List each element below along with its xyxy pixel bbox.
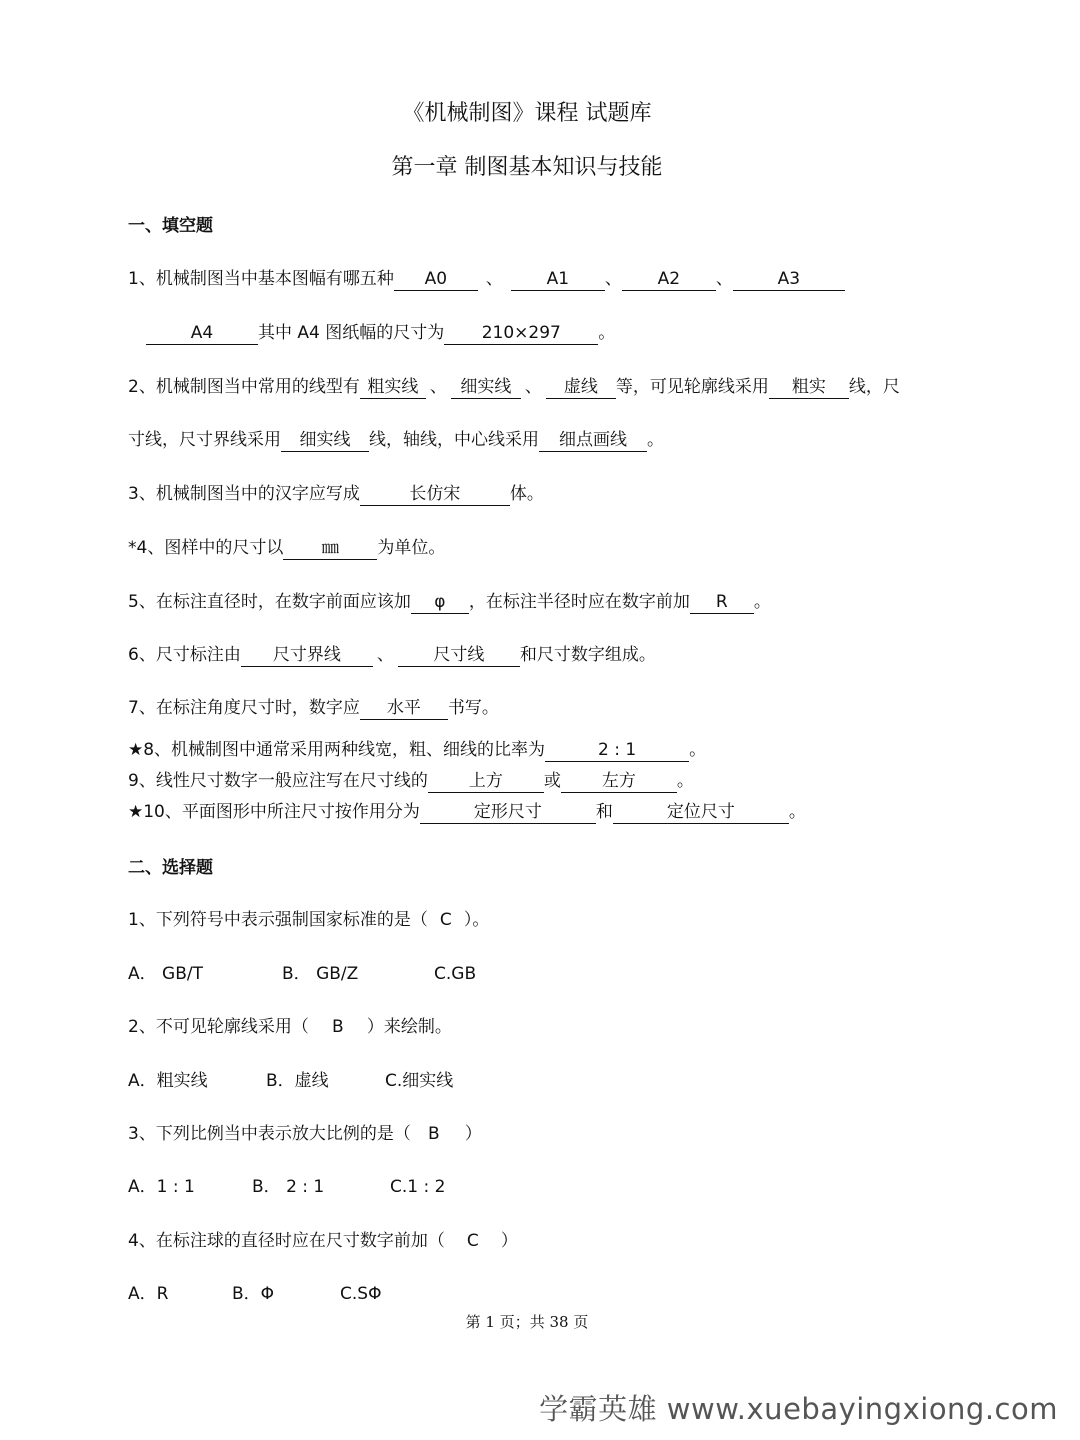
option-c: C.SΦ xyxy=(340,1284,382,1304)
option-b: B． 2 : 1 xyxy=(252,1177,325,1197)
watermark: 学霸英雄 www.xuebayingxiong.com xyxy=(539,1392,1058,1426)
question-text: *4、图样中的尺寸以 xyxy=(128,538,284,558)
answer-blank: 上方 xyxy=(428,770,544,793)
option-c: C.细实线 xyxy=(385,1071,454,1091)
question-text: 7、在标注角度尺寸时，数字应 xyxy=(128,698,360,718)
question-text: 1、下列符号中表示强制国家标准的是（ xyxy=(128,910,428,930)
choice-options-4 xyxy=(128,1279,381,1304)
question-text: 书写。 xyxy=(447,698,499,718)
answer-blank: 粗实线 xyxy=(360,376,426,399)
answer-blank: A0 xyxy=(394,268,478,291)
answer-blank: A2 xyxy=(622,268,716,291)
question-text: 线，尺 xyxy=(848,377,900,397)
question-text: 1、机械制图当中基本图幅有哪五种 xyxy=(128,269,394,289)
answer-blank: 定位尺寸 xyxy=(613,801,789,824)
question-text: 为单位。 xyxy=(377,538,446,558)
answer-blank: 细实线 xyxy=(281,429,369,452)
answer: B xyxy=(331,1017,344,1037)
question-10 xyxy=(128,797,806,824)
question-text: 和尺寸数字组成。 xyxy=(519,645,656,665)
answer: B xyxy=(427,1124,440,1144)
question-2-continued xyxy=(128,425,664,452)
question-text: 其中 A4 图纸幅的尺寸为 xyxy=(258,323,445,343)
choice-options-3 xyxy=(128,1172,445,1197)
answer-blank: 定形尺寸 xyxy=(420,801,596,824)
answer: C xyxy=(439,910,452,930)
question-1 xyxy=(128,264,845,291)
option-b: B．虚线 xyxy=(266,1071,329,1091)
choice-question-3 xyxy=(128,1119,482,1144)
option-a: A．粗实线 xyxy=(128,1071,208,1091)
question-text: ，在标注半径时应在数字前加 xyxy=(468,592,690,612)
question-text: 6、尺寸标注由 xyxy=(128,645,241,665)
section-heading-multiple-choice: 二、选择题 xyxy=(128,858,213,878)
question-8 xyxy=(128,735,706,762)
question-3 xyxy=(128,479,544,506)
question-text: 和 xyxy=(595,802,613,822)
answer-blank: 细点画线 xyxy=(539,429,647,452)
separator: 、 xyxy=(524,377,542,397)
question-text: 5、在标注直径时，在数字前面应该加 xyxy=(128,592,411,612)
answer-blank: A1 xyxy=(511,268,605,291)
question-text: ） xyxy=(464,1124,482,1144)
answer-blank: 210×297 xyxy=(444,322,598,345)
page-footer: 第 1 页；共 38 页 xyxy=(465,1313,589,1331)
separator: 、 xyxy=(429,377,447,397)
answer-blank: ㎜ xyxy=(283,537,377,560)
choice-question-4 xyxy=(128,1226,518,1251)
question-text: 等，可见轮廓线采用 xyxy=(615,377,769,397)
question-text: 。 xyxy=(647,430,664,450)
separator: 、 xyxy=(715,269,733,289)
question-text: 3、机械制图当中的汉字应写成 xyxy=(128,484,360,504)
option-a: A．1 : 1 xyxy=(128,1177,195,1197)
question-text: 2、机械制图当中常用的线型有 xyxy=(128,377,360,397)
document-title: 《机械制图》课程 试题库 xyxy=(402,101,652,126)
option-a: A．R xyxy=(128,1284,169,1304)
answer-blank: 长仿宋 xyxy=(360,483,510,506)
question-text: 4、在标注球的直径时应在尺寸数字前加（ xyxy=(128,1231,445,1251)
question-text: 。 xyxy=(788,802,806,822)
option-a: A． GB/T xyxy=(128,964,203,984)
question-text: 9、线性尺寸数字一般应注写在尺寸线的 xyxy=(128,771,428,791)
question-6 xyxy=(128,640,656,667)
question-text: ） xyxy=(500,1231,518,1251)
question-text: 线，轴线，中心线采用 xyxy=(369,430,539,450)
option-c: C.GB xyxy=(434,964,477,984)
choice-options-1 xyxy=(128,959,476,984)
answer-blank: 虚线 xyxy=(546,376,616,399)
question-text: 。 xyxy=(753,592,771,612)
question-5 xyxy=(128,587,771,614)
question-text: 寸线，尺寸界线采用 xyxy=(128,430,281,450)
question-1-continued xyxy=(146,318,615,345)
question-text: ）来绘制。 xyxy=(366,1017,452,1037)
question-text: 或 xyxy=(543,771,561,791)
question-text: 。 xyxy=(676,771,694,791)
separator: 、 xyxy=(485,269,503,289)
answer-blank: R xyxy=(690,591,754,614)
answer-blank: A4 xyxy=(146,322,258,345)
question-text: 体。 xyxy=(509,484,544,504)
question-text: ）。 xyxy=(463,910,490,930)
answer-blank: 粗实 xyxy=(769,376,849,399)
option-c: C.1 : 2 xyxy=(390,1177,446,1197)
answer-blank: 左方 xyxy=(561,770,677,793)
answer-blank: 水平 xyxy=(360,697,448,720)
question-text: 。 xyxy=(598,323,616,343)
question-2 xyxy=(128,372,900,399)
chapter-title: 第一章 制图基本知识与技能 xyxy=(391,155,663,180)
question-4 xyxy=(128,533,445,560)
question-9 xyxy=(128,766,694,793)
section-heading-fill-blank: 一、填空题 xyxy=(128,216,213,236)
answer-blank: 2 : 1 xyxy=(545,739,689,762)
question-text: 3、下列比例当中表示放大比例的是（ xyxy=(128,1124,411,1144)
question-text: 2、不可见轮廓线采用（ xyxy=(128,1017,309,1037)
answer-blank: 尺寸界线 xyxy=(241,644,373,667)
question-7 xyxy=(128,693,499,720)
option-b: B． GB/Z xyxy=(282,964,359,984)
answer: C xyxy=(466,1231,479,1251)
separator: 、 xyxy=(376,645,394,665)
question-text: ★10、平面图形中所注尺寸按作用分为 xyxy=(128,802,420,822)
separator: 、 xyxy=(604,269,622,289)
answer-blank: 尺寸线 xyxy=(398,644,520,667)
question-text: ★8、机械制图中通常采用两种线宽，粗、细线的比率为 xyxy=(128,740,546,760)
choice-question-1 xyxy=(128,905,489,930)
answer-blank: φ xyxy=(411,591,469,614)
answer-blank: A3 xyxy=(733,268,845,291)
question-text: 。 xyxy=(689,740,707,760)
choice-options-2 xyxy=(128,1066,453,1091)
option-b: B．Φ xyxy=(232,1284,275,1304)
answer-blank: 细实线 xyxy=(451,376,521,399)
choice-question-2 xyxy=(128,1012,452,1037)
